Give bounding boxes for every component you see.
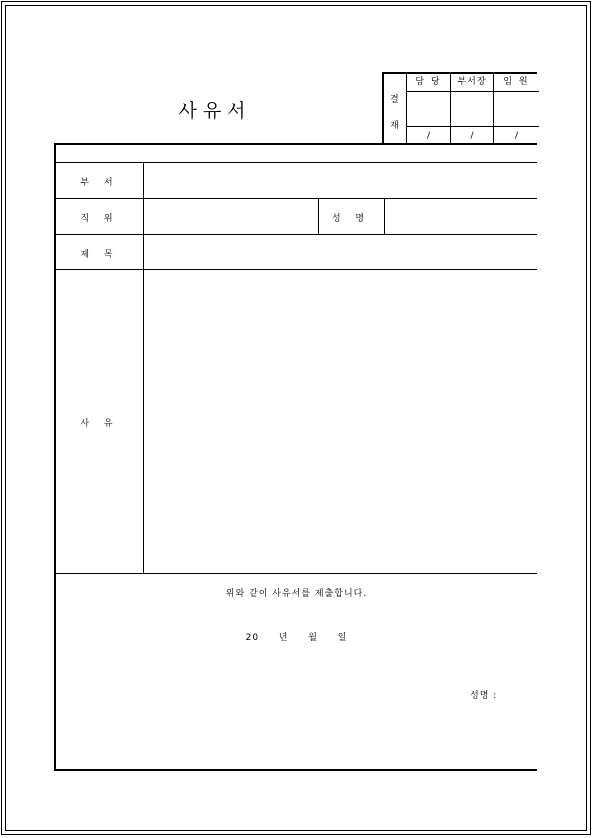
label-department: 부 서 [80, 178, 119, 188]
department-field[interactable] [144, 163, 537, 198]
approval-label [384, 74, 407, 144]
approval-column-manager [451, 74, 494, 144]
name-field[interactable] [385, 199, 537, 234]
label-position: 직 위 [80, 214, 119, 224]
approval-label-top: 결 [390, 95, 399, 105]
date-year: 년 [278, 633, 289, 643]
date-month: 월 [308, 633, 318, 643]
submission-statement: 위와 같이 사유서를 제출합니다. [225, 589, 368, 599]
date-prefix: 20 [245, 633, 260, 643]
approval-date-staff: / [407, 126, 450, 145]
signature-line: 성명 : [470, 691, 498, 701]
document-title: 사유서 [178, 100, 252, 122]
reason-field[interactable] [144, 270, 537, 573]
position-field[interactable] [144, 199, 318, 234]
date-day: 일 [337, 633, 348, 643]
date-line [56, 630, 537, 643]
approval-column-executive [494, 74, 539, 144]
row-divider [56, 573, 537, 574]
label-subject: 제 목 [80, 250, 119, 260]
approval-box [382, 72, 537, 144]
approval-header-executive: 임 원 [494, 74, 539, 92]
approval-column-staff [407, 74, 451, 144]
approval-label-bottom: 재 [390, 121, 399, 131]
label-name: 성 명 [331, 214, 371, 224]
approval-date-manager: / [451, 126, 493, 145]
reason-form-table [54, 143, 537, 771]
approval-date-executive: / [494, 126, 539, 145]
approval-header-staff: 담 당 [407, 74, 450, 92]
label-reason: 사 유 [80, 419, 119, 429]
subject-field[interactable] [144, 235, 537, 269]
approval-header-manager: 부서장 [451, 74, 493, 92]
